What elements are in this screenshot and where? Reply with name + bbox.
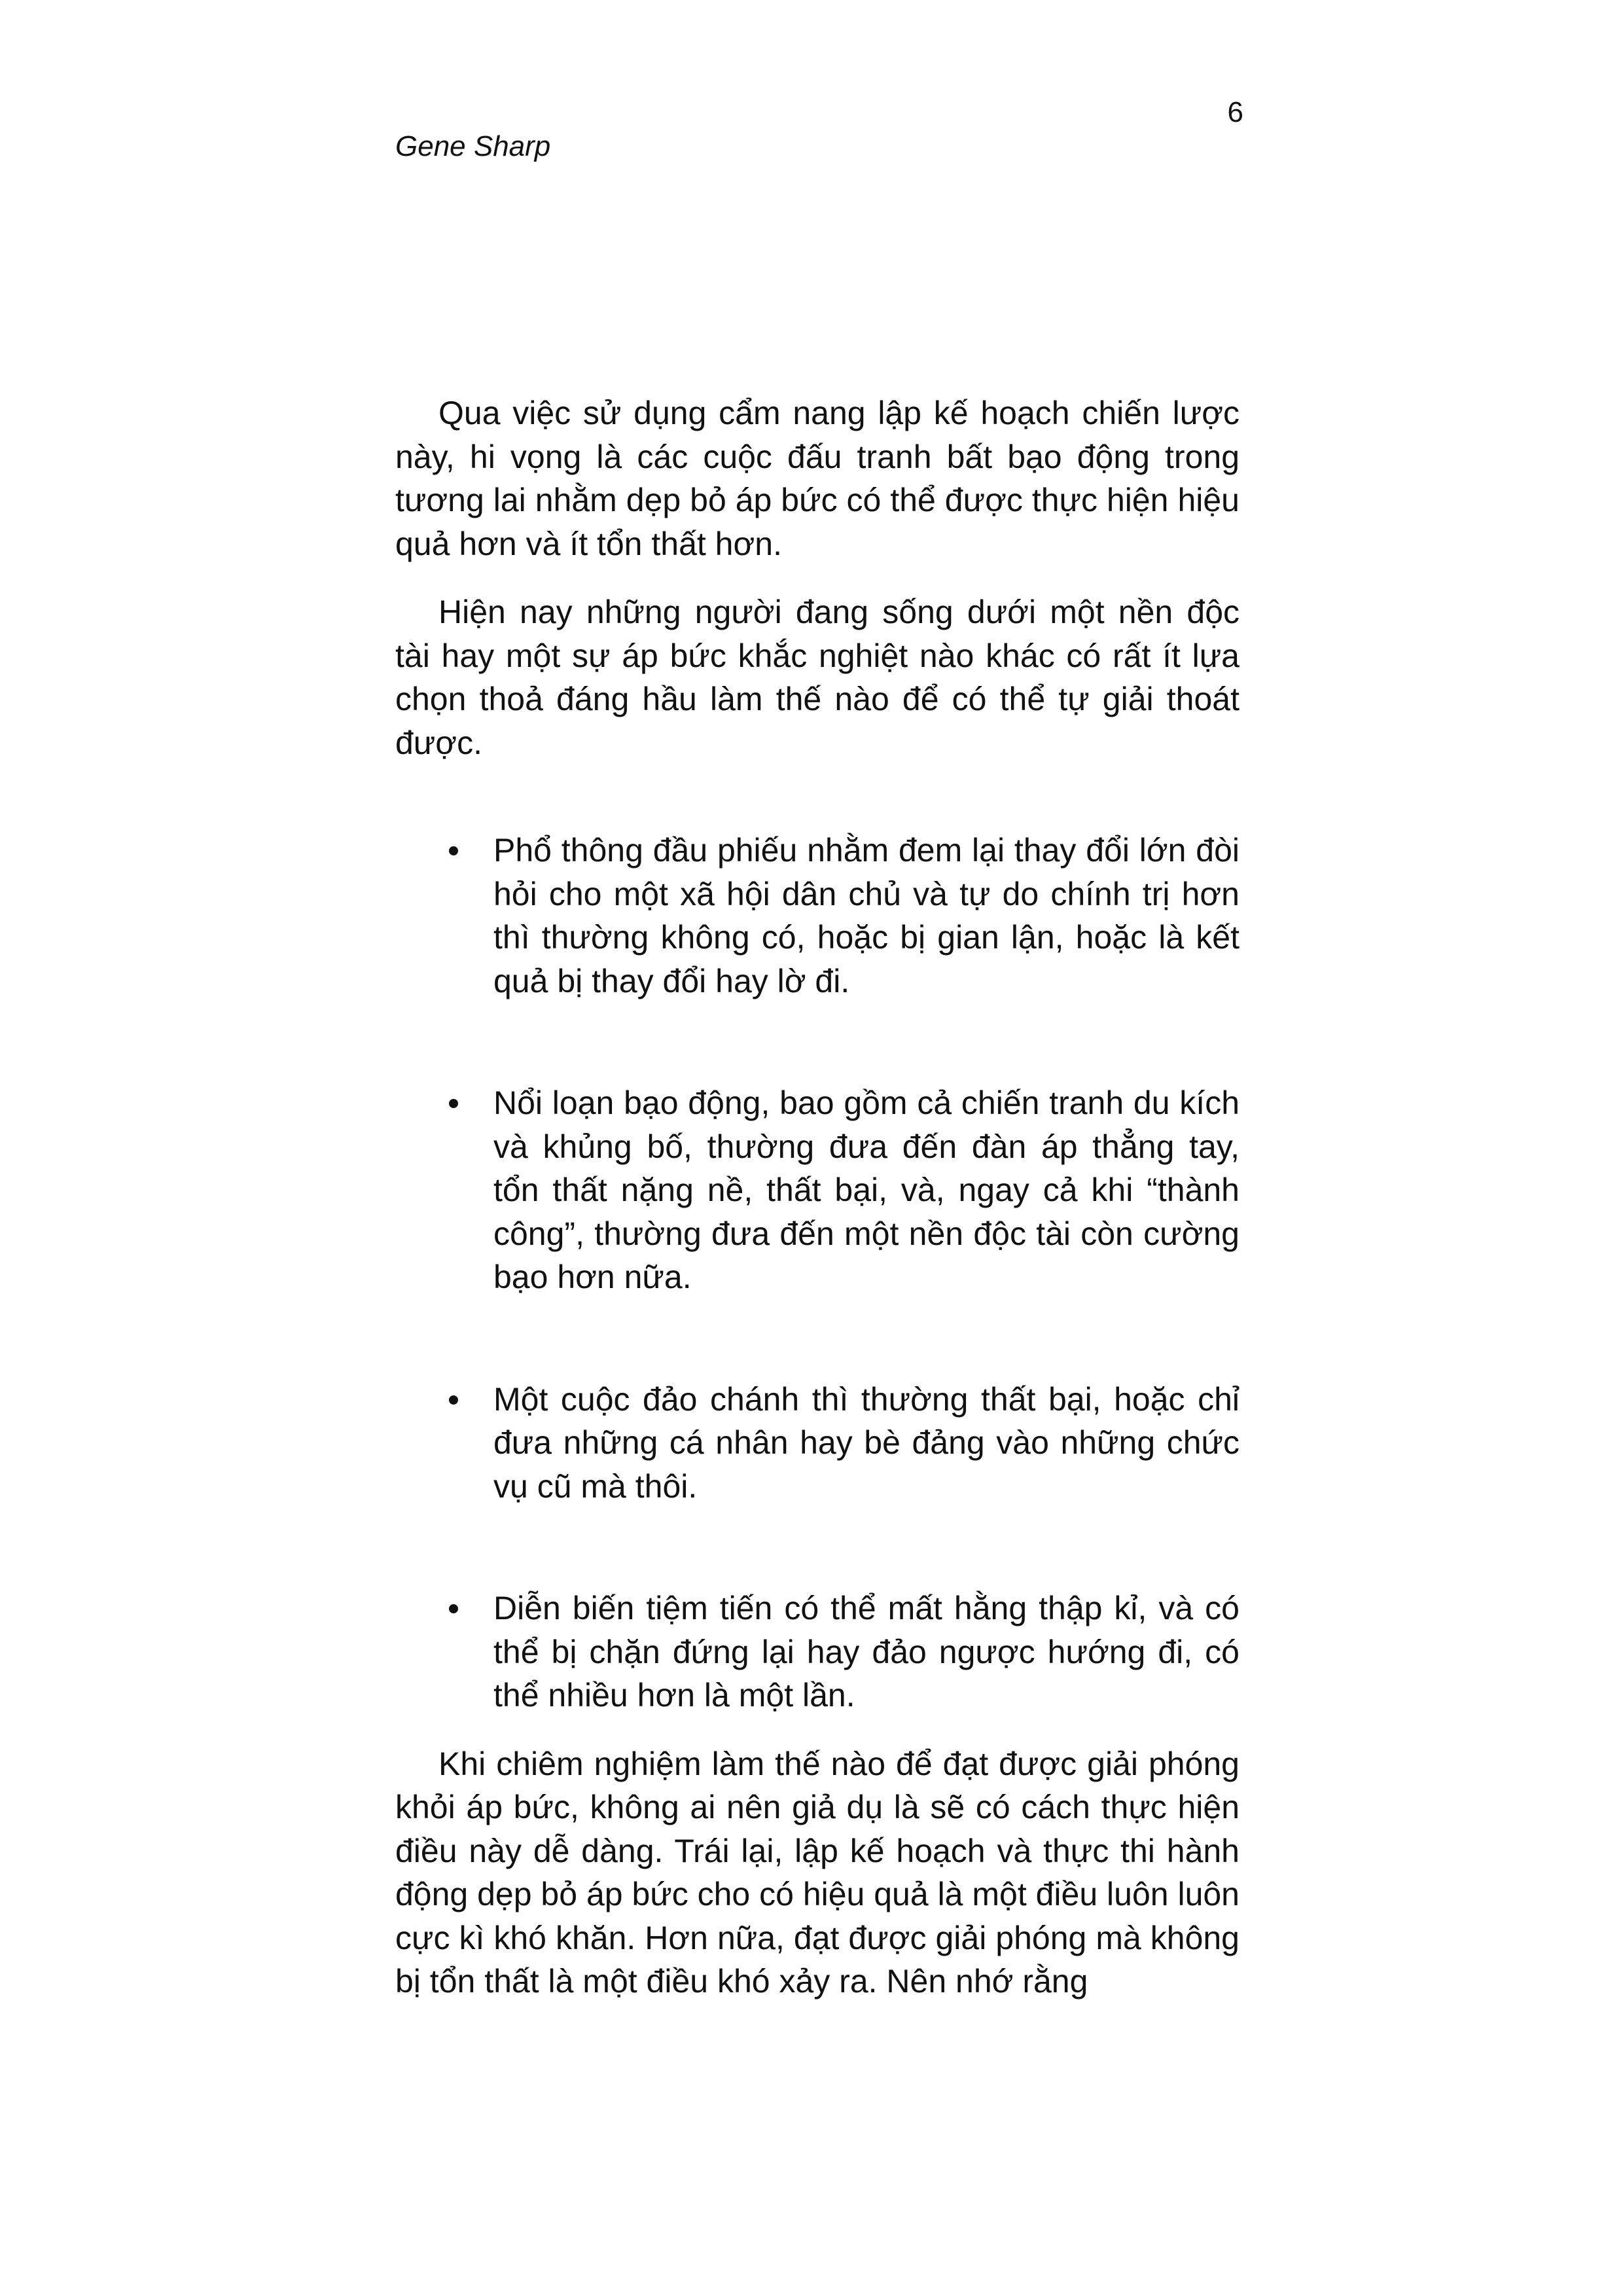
bullet-item-gradual-evolution — [395, 1587, 1240, 1717]
bullet-item-elections — [395, 829, 1240, 1003]
paragraph-conclusion: Khi chiêm nghiệm làm thế nào để đạt được giải phóng khỏi áp bức, không ai nên giả dụ là sẽ có cách thực hiện điều này dễ dàng. Trái lại, lập kế hoạch và thực thi hành động dẹp bỏ áp bức cho có hiệu quả là một điều luôn luôn cực kì khó khăn. Hơn nữa, đạt được giải phóng mà không bị tổn thất là một điều khó xảy ra. Nên nhớ rằng — [395, 1745, 1240, 2000]
bullet-dot-icon — [449, 1604, 458, 1613]
running-header-author: Gene Sharp — [395, 130, 551, 162]
bullet-dot-icon — [449, 1395, 458, 1405]
body-text — [395, 391, 1240, 2003]
bullet-dot-icon — [449, 1099, 458, 1108]
paragraph-intro: Qua việc sử dụng cẩm nang lập kế hoạch chiến lược này, hi vọng là các cuộc đấu tranh bất bạo động trong tương lai nhằm dẹp bỏ áp bức có thể được thực hiện hiệu quả hơn và ít tổn thất hơn. — [395, 395, 1240, 562]
bullet-text: Diễn biến tiệm tiến có thể mất hằng thập kỉ, và có thể bị chặn đứng lại hay đảo ngược hướng đi, có thể nhiều hơn là một lần. — [493, 1590, 1240, 1713]
paragraph-options: Hiện nay những người đang sống dưới một nền độc tài hay một sự áp bức khắc nghiệt nào khác có rất ít lựa chọn thoả đáng hầu làm thế nào để có thể tự giải thoát được. — [395, 594, 1240, 761]
bullet-dot-icon — [449, 846, 458, 855]
bullet-text: Một cuộc đảo chánh thì thường thất bại, hoặc chỉ đưa những cá nhân hay bè đảng vào những chức vụ cũ mà thôi. — [493, 1380, 1240, 1505]
page-number: 6 — [1227, 96, 1243, 128]
bullet-item-coup — [395, 1378, 1240, 1509]
bullet-item-violent-rebellion — [395, 1081, 1240, 1299]
bullet-text: Phổ thông đầu phiếu nhằm đem lại thay đổi lớn đòi hỏi cho một xã hội dân chủ và tự do chính trị hơn thì thường không có, hoặc bị gian lận, hoặc là kết quả bị thay đổi hay lờ đi. — [493, 832, 1240, 999]
bullet-list — [395, 789, 1240, 1717]
bullet-text: Nổi loạn bạo động, bao gồm cả chiến tranh du kích và khủng bố, thường đưa đến đàn áp thẳng tay, tổn thất nặng nề, thất bại, và, ngay cả khi “thành công”, thường đưa đến một nền độc tài còn cường bạo hơn nữa. — [493, 1085, 1240, 1295]
